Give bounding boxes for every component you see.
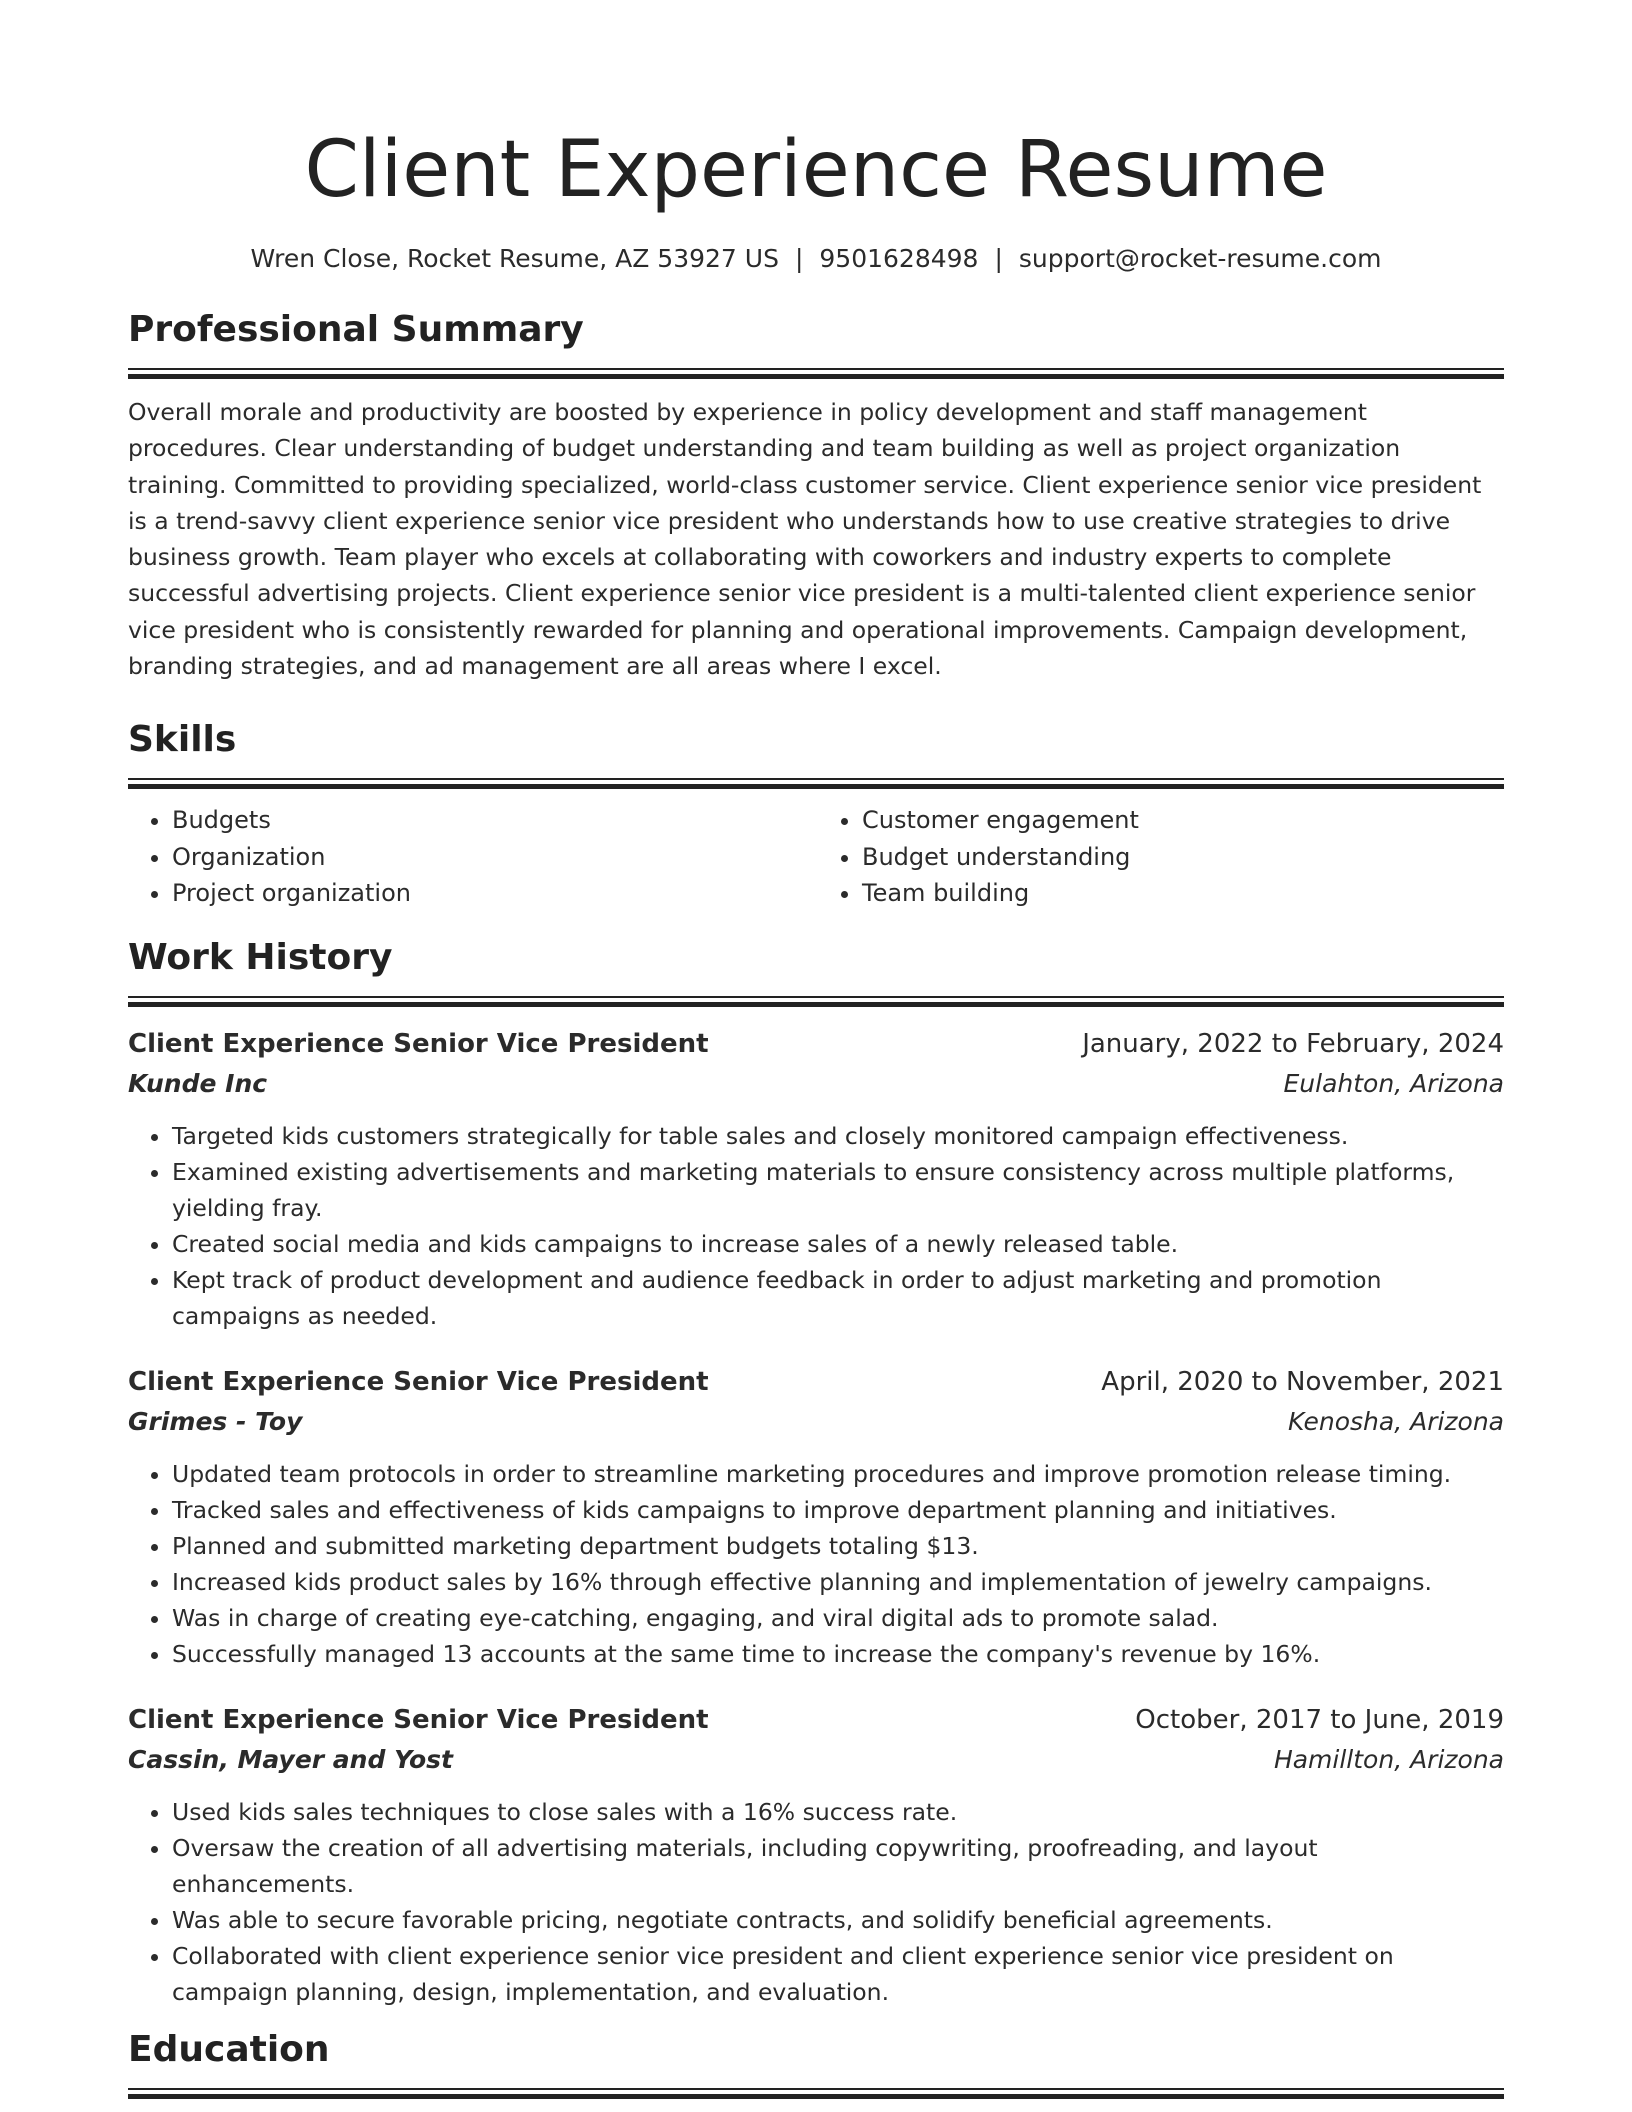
job-bullet: • Was in charge of creating eye-catching, engaging, and viral digital ads to promote salad. [172, 1600, 1504, 1636]
contact-separator: | [994, 244, 1003, 273]
job-location: Hamillton, Arizona [1273, 1744, 1504, 1774]
job-bullet: • Was able to secure favorable pricing, negotiate contracts, and solidify beneficial agreements. [172, 1902, 1504, 1938]
job-bullet: • Targeted kids customers strategically for table sales and closely monitored campaign effectiveness. [172, 1118, 1504, 1154]
job-header [128, 1362, 1504, 1402]
skill-item: • Budgets [172, 802, 816, 839]
job-subheader [128, 1740, 1504, 1780]
contact-separator: | [794, 244, 804, 273]
job-bullet: • Tracked sales and effectiveness of kids campaigns to improve department planning and initiatives. [172, 1492, 1504, 1528]
job-title: Client Experience Senior Vice President [128, 1028, 709, 1059]
job-bullets [128, 1118, 1504, 1334]
job-title: Client Experience Senior Vice President [128, 1704, 709, 1735]
resume-page [128, 0, 1504, 2098]
job-bullet: • Updated team protocols in order to streamline marketing procedures and improve promotion release timing. [172, 1456, 1504, 1492]
job-bullet: • Collaborated with client experience senior vice president and client experience senior vice president on campaign planning, design, implementation, and evaluation. [172, 1938, 1504, 2010]
job-bullets [128, 1794, 1504, 2010]
job-header [128, 1700, 1504, 1740]
section-heading-summary: Professional Summary [128, 309, 584, 350]
skill-item: • Customer engagement [862, 802, 1504, 839]
job-dates: April, 2020 to November, 2021 [1101, 1366, 1504, 1397]
skill-item: • Project organization [172, 875, 816, 912]
job-entry [128, 1700, 1504, 2010]
section-divider [128, 2088, 1504, 2098]
job-company: Grimes - Toy [128, 1406, 303, 1436]
section-heading-work: Work History [128, 936, 393, 978]
summary-section [128, 306, 1504, 684]
job-entry [128, 1362, 1504, 1672]
job-bullet: • Examined existing advertisements and marketing materials to ensure consistency across multiple platforms, yielding fray. [172, 1154, 1504, 1226]
section-divider [128, 368, 1504, 378]
resume-title: Client Experience Resume [304, 125, 1328, 215]
job-title: Client Experience Senior Vice President [128, 1366, 709, 1397]
skills-column-right [816, 802, 1504, 912]
section-heading-education: Education [128, 2028, 330, 2070]
job-company: Kunde Inc [128, 1068, 268, 1098]
job-bullet: • Increased kids product sales by 16% through effective planning and implementation of jewelry campaigns. [172, 1564, 1504, 1600]
skill-item: • Budget understanding [862, 839, 1504, 876]
job-bullet: • Kept track of product development and audience feedback in order to adjust marketing and promotion campaigns as needed. [172, 1262, 1504, 1334]
job-dates: January, 2022 to February, 2024 [1082, 1028, 1504, 1059]
skills-column-left [128, 802, 816, 912]
contact-line [128, 242, 1504, 276]
job-company: Cassin, Mayer and Yost [128, 1744, 453, 1774]
job-entry [128, 1024, 1504, 1334]
work-section [128, 934, 1504, 2010]
job-bullet: • Used kids sales techniques to close sales with a 16% success rate. [172, 1794, 1504, 1830]
job-subheader [128, 1064, 1504, 1104]
job-bullet: • Created social media and kids campaigns to increase sales of a newly released table. [172, 1226, 1504, 1262]
job-bullets [128, 1456, 1504, 1672]
job-location: Eulahton, Arizona [1283, 1068, 1504, 1098]
job-location: Kenosha, Arizona [1287, 1406, 1504, 1436]
section-heading-skills: Skills [128, 719, 237, 761]
job-header [128, 1024, 1504, 1064]
job-bullet: • Oversaw the creation of all advertising materials, including copywriting, proofreading, and layout enhancements. [172, 1830, 1504, 1902]
education-section [128, 2026, 1504, 2098]
job-bullet: • Planned and submitted marketing department budgets totaling $13. [172, 1528, 1504, 1564]
skill-item: • Team building [862, 875, 1504, 912]
contact-phone: 9501628498 [819, 244, 979, 273]
job-dates: October, 2017 to June, 2019 [1135, 1704, 1504, 1735]
section-divider [128, 996, 1504, 1006]
skills-section [128, 716, 1504, 912]
summary-text: Overall morale and productivity are boosted by experience in policy development and staff management procedures. Clear understanding of budget understanding and team building as well as project organization training. Committed to providing specialized, world-class customer service. Client experience senior vice president is a trend-savvy client experience senior vice president who understands how to use creative strategies to drive business growth. Team player who excels at collaborating with coworkers and industry experts to complete successful advertising projects. Client experience senior vice president is a multi-talented client experience senior vice president who is consistently rewarded for planning and operational improvements. Campaign development, branding strategies, and ad management are all areas where I excel. [128, 398, 1482, 681]
contact-address: Wren Close, Rocket Resume, AZ 53927 US [250, 244, 779, 273]
contact-email[interactable]: support@rocket-resume.com [1018, 244, 1382, 273]
section-divider [128, 778, 1504, 788]
skills-list [128, 802, 1504, 912]
job-subheader [128, 1402, 1504, 1442]
skill-item: • Organization [172, 839, 816, 876]
job-bullet: • Successfully managed 13 accounts at the same time to increase the company's revenue by 16%. [172, 1636, 1504, 1672]
